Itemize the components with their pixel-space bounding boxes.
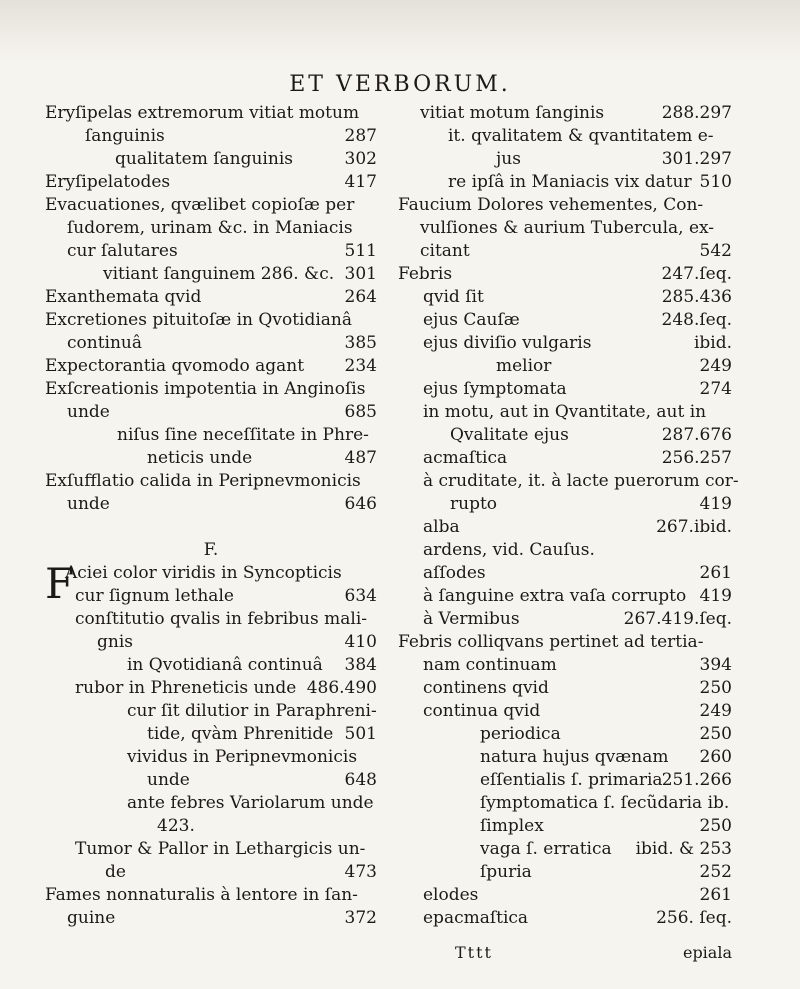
entry-term: vitiant ſanguinem 286. &c. <box>103 264 335 284</box>
index-entry <box>45 654 377 677</box>
index-entry <box>398 378 732 401</box>
index-entry <box>398 815 732 838</box>
index-entry <box>45 424 377 447</box>
entry-term: Faucium Dolores vehementes, Con- <box>398 195 704 215</box>
entry-term: Evacuationes, qvælibet copioſæ per <box>45 195 355 215</box>
index-entry <box>398 332 732 355</box>
entry-term: Febris <box>398 264 453 284</box>
entry-term: neticis unde <box>147 448 253 468</box>
index-entry <box>398 654 732 677</box>
entry-term: de <box>105 862 126 882</box>
entry-page-ref: 248.ſeq. <box>661 310 732 330</box>
index-entry <box>398 907 732 930</box>
entry-term: unde <box>67 494 110 514</box>
entry-page-ref: 250 <box>699 816 732 836</box>
index-entry <box>398 516 732 539</box>
entry-page-ref: 372 <box>344 908 377 928</box>
entry-term: it. qvalitatem & qvantitatem e- <box>448 126 714 146</box>
index-entry <box>398 838 732 861</box>
index-entry <box>398 792 732 815</box>
entry-term: continuâ <box>67 333 143 353</box>
entry-term: cur ſignum lethale <box>75 586 234 606</box>
entry-term: tide, qvàm Phrenitide <box>147 724 334 744</box>
entry-term: Qvalitate ejus <box>450 425 569 445</box>
page-shadow <box>0 0 800 60</box>
entry-term: cur ſalutares <box>67 241 178 261</box>
index-entry <box>45 125 377 148</box>
index-entry <box>398 148 732 171</box>
entry-term: Exſufflatio calida in Peripnevmonicis <box>45 471 361 491</box>
entry-page-ref: 260 <box>699 747 732 767</box>
entry-term: F. <box>203 540 219 560</box>
entry-term: ſanguinis <box>85 126 165 146</box>
index-entry <box>398 263 732 286</box>
index-entry <box>398 171 732 194</box>
index-entry <box>45 194 377 217</box>
entry-page-ref: 264 <box>344 287 377 307</box>
index-entry <box>45 470 377 493</box>
entry-term: rubor in Phreneticis unde <box>75 678 297 698</box>
index-entry <box>45 378 377 401</box>
entry-term: Exſcreationis impotentia in Anginoſis <box>45 379 366 399</box>
entry-term: vitiat motum ſanginis <box>420 103 605 123</box>
entry-page-ref: 384 <box>344 655 377 675</box>
entry-page-ref: 256. ſeq. <box>656 908 732 928</box>
index-entry <box>45 608 377 631</box>
index-entry <box>398 493 732 516</box>
running-header: ET VERBORUM. <box>289 72 511 97</box>
index-entry <box>45 286 377 309</box>
index-entry <box>45 700 377 723</box>
entry-term: Fames nonnaturalis à lentore in ſan- <box>45 885 358 905</box>
index-entry <box>45 746 377 769</box>
index-entry <box>45 838 377 861</box>
entry-term: jus <box>496 149 521 169</box>
index-entry <box>398 447 732 470</box>
entry-page-ref: 634 <box>344 586 377 606</box>
entry-page-ref: 302 <box>344 149 377 169</box>
index-entry <box>398 539 732 562</box>
entry-page-ref: 487 <box>344 448 377 468</box>
entry-page-ref: ibid. <box>693 333 732 353</box>
entry-term: in Qvotidianâ continuâ <box>127 655 323 675</box>
entry-page-ref: 301 <box>344 264 377 284</box>
entry-term: Eryſipelatodes <box>45 172 171 192</box>
index-entry <box>45 585 377 608</box>
entry-term: melior <box>496 356 552 376</box>
index-entry <box>45 907 377 930</box>
index-entry <box>398 424 732 447</box>
index-entry <box>398 309 732 332</box>
entry-term: ejus Cauſæ <box>423 310 520 330</box>
index-entry <box>398 746 732 769</box>
index-entry <box>398 286 732 309</box>
index-entry <box>45 493 377 516</box>
entry-page-ref: 247.ſeq. <box>661 264 732 284</box>
entry-page-ref: 410 <box>344 632 377 652</box>
entry-term: unde <box>67 402 110 422</box>
entry-page-ref: 287 <box>344 126 377 146</box>
index-entry <box>45 861 377 884</box>
index-entry <box>398 608 732 631</box>
entry-term: continens qvid <box>423 678 549 698</box>
entry-page-ref: 285.436 <box>661 287 732 307</box>
entry-term: alba <box>423 517 460 537</box>
index-entry <box>45 332 377 355</box>
entry-page-ref: 249 <box>699 356 732 376</box>
entry-term: vividus in Peripnevmonicis <box>127 747 358 767</box>
entry-page-ref: 510 <box>699 172 732 192</box>
entry-page-ref: 250 <box>699 678 732 698</box>
entry-term: 423. <box>157 816 195 836</box>
entry-term: cur ſit dilutior in Paraphreni- <box>127 701 377 721</box>
entry-page-ref: ibid. & 253 <box>635 839 732 859</box>
index-entry <box>398 125 732 148</box>
index-entry <box>45 240 377 263</box>
entry-page-ref: 542 <box>699 241 732 261</box>
entry-term: re ipſâ in Maniacis vix datur <box>448 172 692 192</box>
signature-mark: Tttt <box>455 943 493 962</box>
entry-page-ref: 256.257 <box>661 448 732 468</box>
index-entry <box>398 631 732 654</box>
entry-term: vaga ſ. erratica <box>480 839 612 859</box>
entry-page-ref: 419 <box>699 494 732 514</box>
entry-page-ref: 252 <box>699 862 732 882</box>
index-entry <box>45 815 377 838</box>
entry-page-ref: 685 <box>344 402 377 422</box>
index-entry <box>45 401 377 424</box>
blank-line <box>45 516 377 539</box>
entry-page-ref: 419 <box>699 586 732 606</box>
entry-term: epacmaſtica <box>423 908 529 928</box>
entry-page-ref: 267.ibid. <box>656 517 732 537</box>
entry-term: Tumor & Pallor in Lethargicis un- <box>75 839 366 859</box>
entry-term: ſimplex <box>480 816 544 836</box>
index-entry <box>398 194 732 217</box>
entry-term: Expectorantia qvomodo agant <box>45 356 305 376</box>
entry-term: nam continuam <box>423 655 557 675</box>
entry-term: niſus ſine neceſſitate in Phre- <box>117 425 369 445</box>
index-entry <box>398 401 732 424</box>
entry-page-ref: 249 <box>699 701 732 721</box>
entry-page-ref: 417 <box>344 172 377 192</box>
entry-page-ref: 250 <box>699 724 732 744</box>
entry-term: conſtitutio qvalis in febribus mali- <box>75 609 367 629</box>
entry-term: à Vermibus <box>423 609 520 629</box>
entry-page-ref: 394 <box>699 655 732 675</box>
entry-term: gnis <box>97 632 133 652</box>
entry-page-ref: 234 <box>344 356 377 376</box>
entry-term: vulſiones & aurium Tubercula, ex- <box>420 218 715 238</box>
entry-term: ejus ſymptomata <box>423 379 567 399</box>
index-entry <box>45 677 377 700</box>
entry-page-ref: 251.266 <box>661 770 732 790</box>
entry-page-ref: 287.676 <box>661 425 732 445</box>
index-entry <box>398 355 732 378</box>
entry-term: qualitatem ſanguinis <box>115 149 293 169</box>
entry-term: à cruditate, it. à lacte puerorum cor- <box>423 471 739 491</box>
entry-term: unde <box>147 770 190 790</box>
index-entry <box>45 355 377 378</box>
entry-page-ref: 267.419.ſeq. <box>623 609 732 629</box>
index-column-left <box>45 102 377 930</box>
index-entry <box>45 447 377 470</box>
index-entry <box>398 585 732 608</box>
index-column-right <box>398 102 739 930</box>
entry-term: elodes <box>423 885 479 905</box>
entry-term: Febris colliqvans pertinet ad tertia- <box>398 632 704 652</box>
index-entry <box>398 102 732 125</box>
entry-term: Exanthemata qvid <box>45 287 202 307</box>
index-entry <box>398 769 732 792</box>
index-entry <box>398 677 732 700</box>
index-entry <box>45 631 377 654</box>
entry-term: acmaſtica <box>423 448 508 468</box>
entry-term: Excretiones pituitoſæ in Qvotidianâ <box>45 310 352 330</box>
drop-cap: F <box>45 559 75 608</box>
entry-term: citant <box>420 241 470 261</box>
index-entry <box>398 470 739 493</box>
entry-term: ante febres Variolarum unde <box>127 793 374 813</box>
entry-page-ref: 501 <box>344 724 377 744</box>
index-entry <box>45 769 377 792</box>
entry-page-ref: 301.297 <box>661 149 732 169</box>
index-entry <box>398 562 732 585</box>
entry-term: in motu, aut in Qvantitate, aut in <box>423 402 707 422</box>
entry-page-ref: 646 <box>344 494 377 514</box>
section-letter <box>45 539 377 562</box>
entry-term: periodica <box>480 724 561 744</box>
entry-term: guine <box>67 908 116 928</box>
index-entry <box>45 217 377 240</box>
entry-page-ref: 385 <box>344 333 377 353</box>
entry-page-ref: 486.490 <box>306 678 377 698</box>
entry-page-ref: 473 <box>344 862 377 882</box>
entry-term: aſſodes <box>423 563 486 583</box>
entry-term: Eryſipelas extremorum vitiat motum <box>45 103 360 123</box>
entry-page-ref: 261 <box>699 885 732 905</box>
entry-term: ſymptomatica ſ. ſecũdaria ib. <box>480 793 730 813</box>
index-entry <box>45 723 377 746</box>
entry-page-ref: 274 <box>699 379 732 399</box>
index-entry <box>398 217 732 240</box>
index-entry <box>45 263 377 286</box>
entry-page-ref: 511 <box>344 241 377 261</box>
index-entry <box>45 792 377 815</box>
entry-page-ref: 288.297 <box>661 103 732 123</box>
entry-term: rupto <box>450 494 498 514</box>
index-entry <box>398 723 732 746</box>
index-entry <box>45 171 377 194</box>
index-entry <box>45 309 377 332</box>
entry-term: eſſentialis ſ. primaria <box>480 770 663 790</box>
entry-term: ardens, vid. Cauſus. <box>423 540 595 560</box>
entry-term: à ſanguine extra vaſa corrupto <box>423 586 687 606</box>
entry-page-ref: 261 <box>699 563 732 583</box>
catchword: epiala <box>682 943 732 962</box>
entry-term: continua qvid <box>423 701 541 721</box>
index-entry <box>398 700 732 723</box>
entry-term: ſudorem, urinam &c. in Maniacis <box>67 218 353 238</box>
entry-term: Aciei color viridis in Syncopticis <box>65 563 342 583</box>
entry-page-ref: 648 <box>344 770 377 790</box>
entry-term: ejus diviſio vulgaris <box>423 333 592 353</box>
entry-term: ſpuria <box>480 862 532 882</box>
index-entry <box>45 102 377 125</box>
entry-term: natura hujus qvænam <box>480 747 669 767</box>
index-entry <box>45 884 377 907</box>
index-entry <box>398 240 732 263</box>
index-entry <box>398 884 732 907</box>
index-entry <box>45 148 377 171</box>
index-entry <box>398 861 732 884</box>
entry-term: qvid ſit <box>423 287 484 307</box>
